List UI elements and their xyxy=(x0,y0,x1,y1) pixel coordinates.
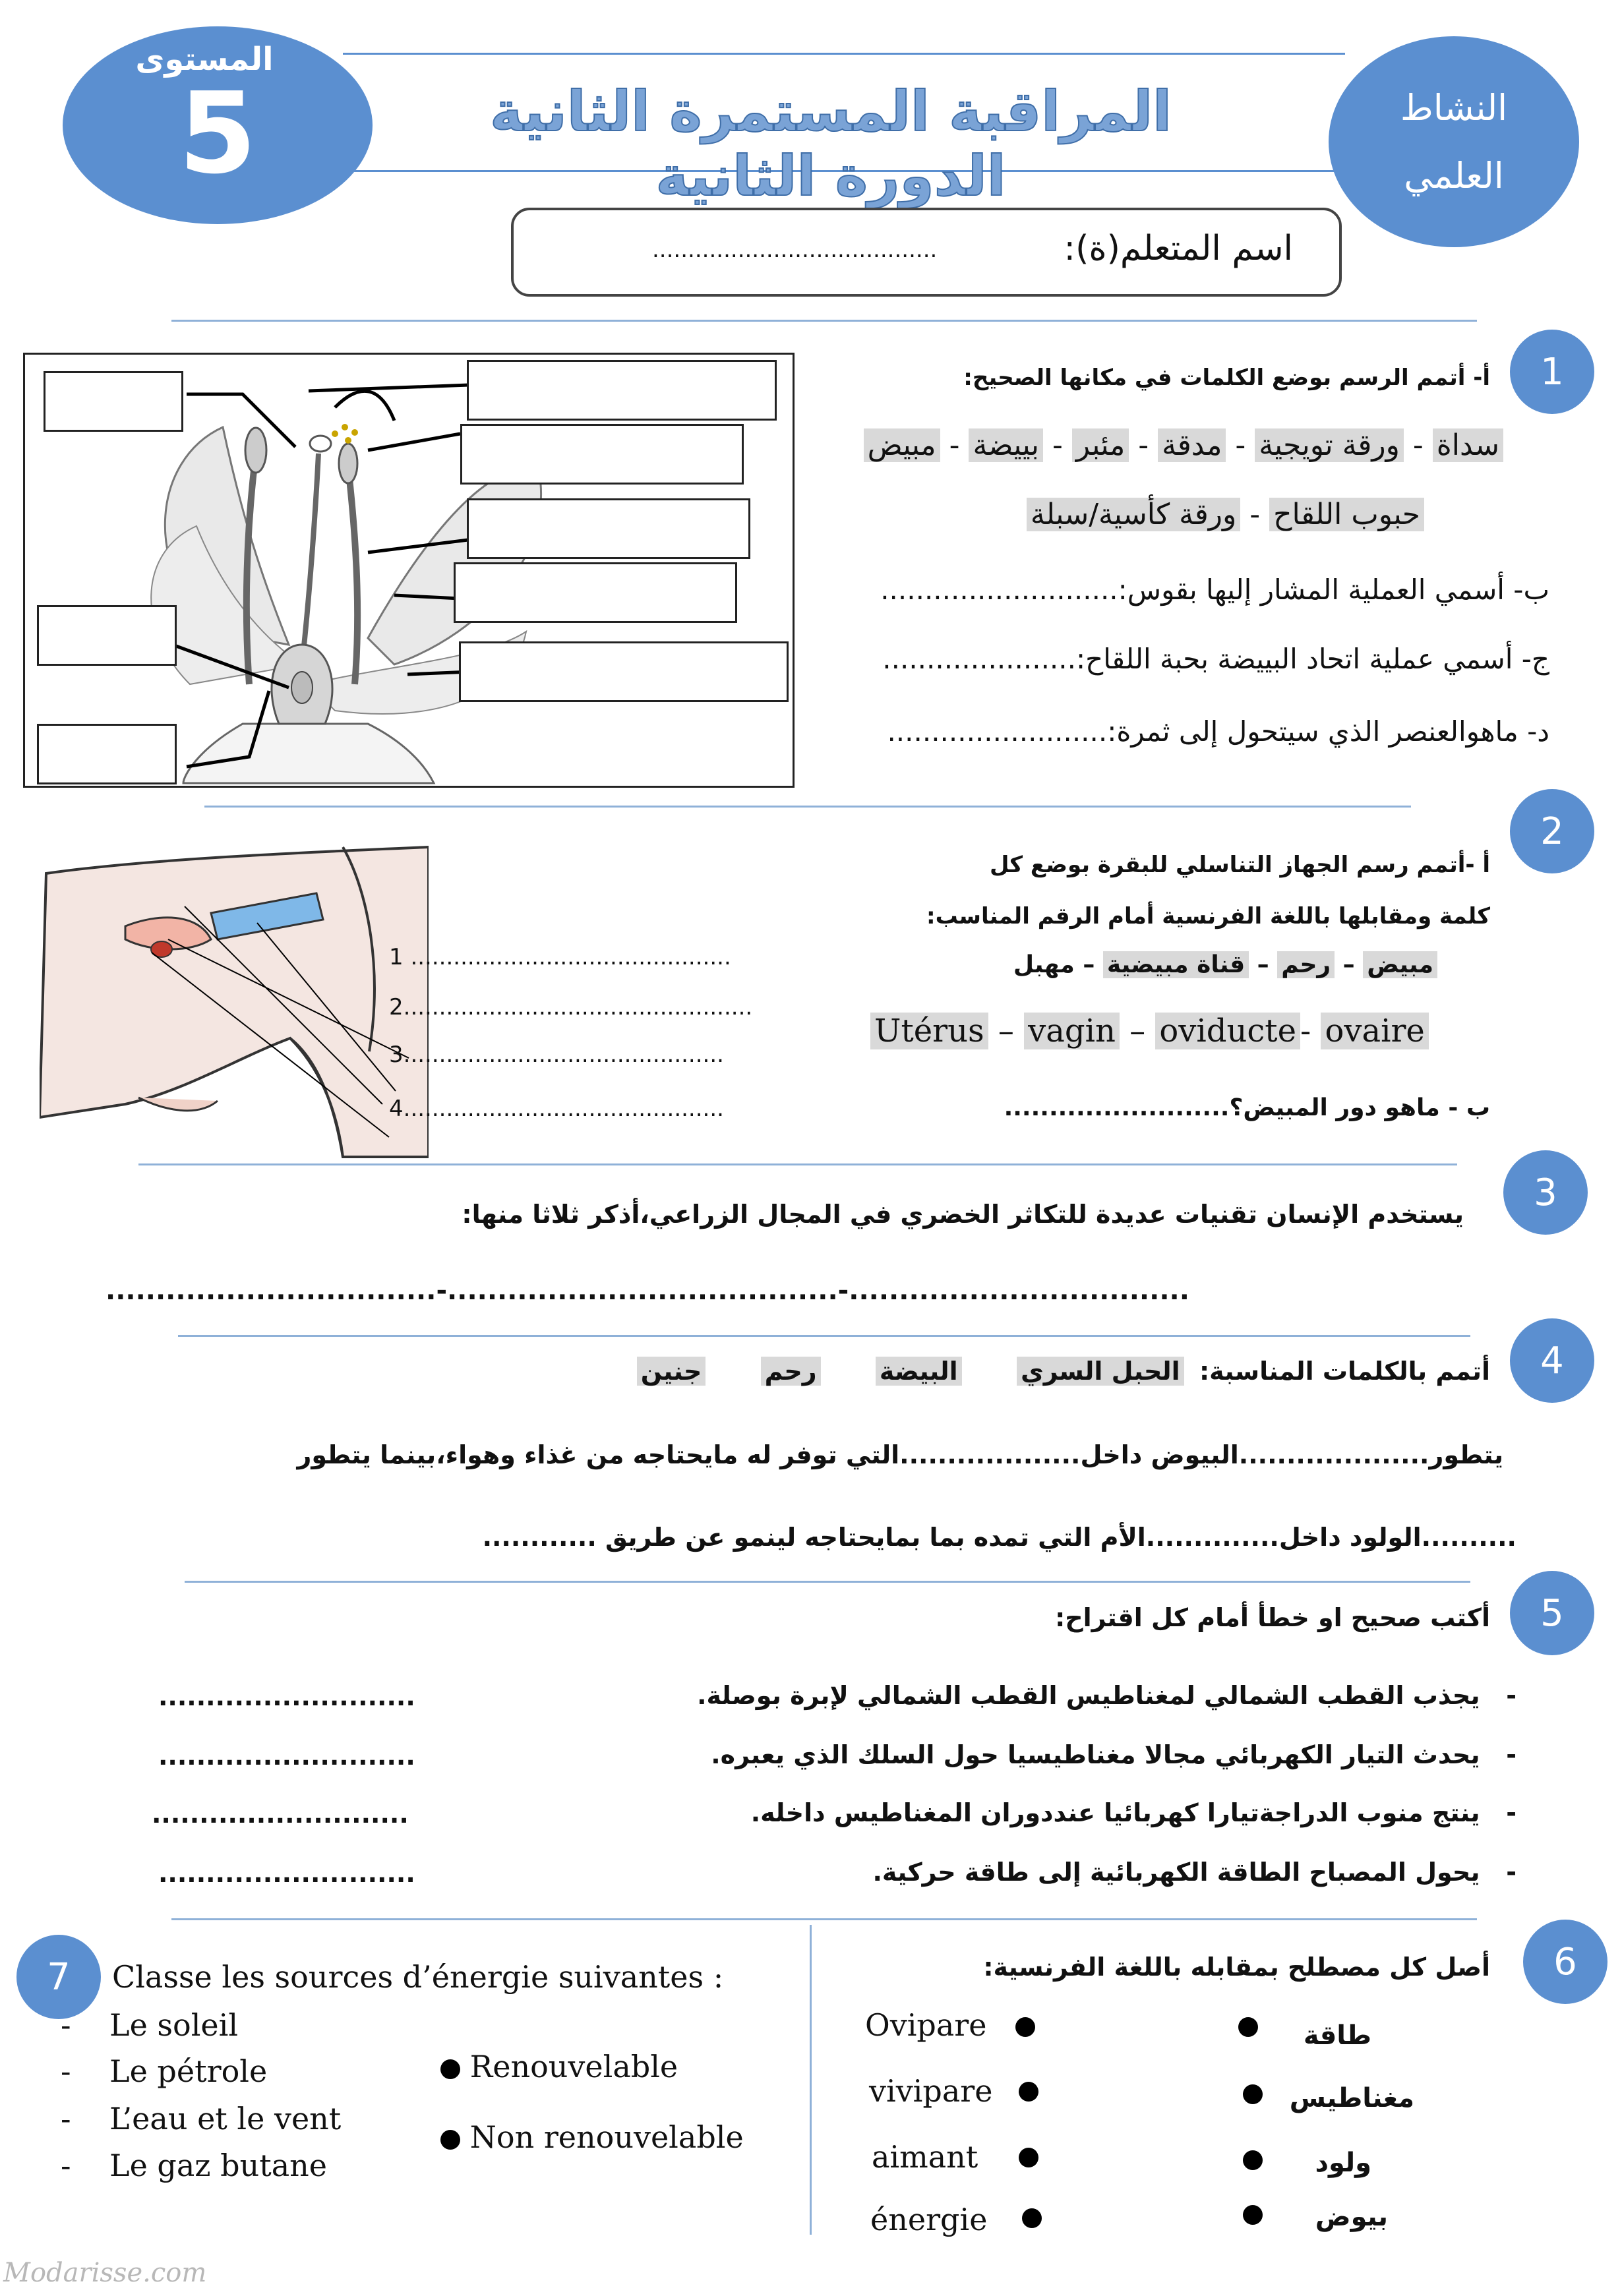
q7-dot-2[interactable] xyxy=(440,2130,460,2150)
q7-category-2 xyxy=(440,2119,744,2155)
q4-line-1: يتطور....................البيوض داخل...................التي توفر له مايحتاجه من غذاء وهواء،بينما يتطور xyxy=(297,1440,1503,1469)
q5-item-3: - ينتج منوب الدراجةتيارا كهربائيا عنددوران المغناطيس داخله. xyxy=(750,1798,1517,1827)
label-box-5[interactable] xyxy=(454,562,737,623)
q7-category-2-text: Non renouvelable xyxy=(469,2119,744,2155)
question-badge-5: 5 xyxy=(1510,1571,1594,1655)
q7-source-1: - Le soleil xyxy=(61,2007,239,2043)
q1-question-c: ج- أسمي عملية اتحاد البييضة بحبة اللقاح:...................... xyxy=(882,643,1549,675)
question-badge-7: 7 xyxy=(16,1935,101,2019)
q1-instruction-a: أ- أتمم الرسم بوضع الكلمات في مكانها الصحيح: xyxy=(963,365,1490,391)
q6-dot-ar-2[interactable] xyxy=(1243,2084,1263,2104)
question-badge-3: 3 xyxy=(1503,1150,1588,1235)
arrow-3 xyxy=(368,434,460,450)
stamen-filament-2 xyxy=(348,467,357,684)
word-petal: ورقة تويجية xyxy=(1255,428,1404,462)
q6-dot-fr-2[interactable] xyxy=(1019,2082,1038,2102)
word-oviduct-ar: قناة مبيضية xyxy=(1103,951,1249,978)
page-title: المراقبة المستمرة الثانية الدورة الثانية xyxy=(490,79,1172,208)
student-name-box[interactable] xyxy=(511,208,1342,297)
word-ovule: بييضة xyxy=(969,428,1043,462)
q1-question-d: د- ماهوالعنصر الذي سيتحول إلى ثمرة:......................... xyxy=(887,715,1549,748)
q5-answer-1[interactable]: ........................... xyxy=(158,1682,415,1711)
q2-instruction-line1: أ -أتمم رسم الجهاز التناسلي للبقرة بوضع كل xyxy=(989,852,1490,878)
anther xyxy=(245,428,266,473)
separator xyxy=(171,320,1477,322)
student-name-label: اسم المتعلم(ة): xyxy=(1064,229,1293,268)
cow-udder xyxy=(138,1098,218,1111)
subject-line2: العلمي xyxy=(1404,155,1504,196)
q6-dot-fr-1[interactable] xyxy=(1015,2017,1035,2037)
q6-dot-ar-4[interactable] xyxy=(1243,2205,1263,2225)
label-box-2[interactable] xyxy=(467,360,777,421)
q7-category-1-text: Renouvelable xyxy=(469,2049,678,2084)
q7-source-2: - Le pétrole xyxy=(61,2053,268,2089)
word-embryo: جنين xyxy=(637,1357,706,1386)
arc-arrow xyxy=(335,391,394,421)
header-top-line xyxy=(343,53,1345,55)
q4-prompt-row xyxy=(637,1357,1490,1386)
question-badge-6: 6 xyxy=(1523,1920,1607,2004)
label-box-3[interactable] xyxy=(460,424,744,485)
q1-words-row2: حبوب اللقاح - ورقة كأسية/سبلة xyxy=(1027,498,1424,531)
q5-item-4: - يحول المصباح الطاقة الكهربائية إلى طاقة حركية. xyxy=(872,1858,1517,1887)
separator xyxy=(204,806,1411,808)
q5-item-2-text: يحدث التيار الكهربائي مجالا مغناطيسيا حول السلك الذي يعبره. xyxy=(711,1740,1480,1769)
level-badge xyxy=(63,26,373,224)
label-box-1[interactable] xyxy=(44,371,183,432)
word-stamen: سداة xyxy=(1433,428,1503,462)
q5-item-2: - يحدث التيار الكهربائي مجالا مغناطيسيا حول السلك الذي يعبره. xyxy=(711,1740,1517,1769)
word-pistil: مدقة xyxy=(1158,428,1226,462)
q7-source-1-text: Le soleil xyxy=(109,2007,239,2043)
flower-figure xyxy=(23,353,795,788)
stigma xyxy=(310,436,331,452)
q2-line-4: 4............................................. xyxy=(389,1096,724,1122)
label-box-7[interactable] xyxy=(459,641,789,702)
q6-dot-fr-4[interactable] xyxy=(1022,2208,1042,2228)
q6-fr-2: vivipare xyxy=(869,2073,993,2109)
subject-line1: النشاط xyxy=(1400,87,1508,129)
q5-item-3-text: ينتج منوب الدراجةتيارا كهربائيا عنددوران المغناطيس داخله. xyxy=(750,1798,1480,1827)
q1-words-row1: سداة - ورقة تويجية - مدقة - مئبر - بييضة - مبيض xyxy=(864,428,1503,462)
word-uterus: رحم xyxy=(761,1357,821,1386)
q4-line-2: ..........الولود داخل..............الأم التي تمده بما بمايحتاجه لينمو عن طريق ............ xyxy=(482,1523,1517,1552)
level-number: 5 xyxy=(178,69,257,199)
word-oviducte-fr: oviducte xyxy=(1155,1013,1300,1049)
word-ovary-ar: مبيض xyxy=(1363,951,1437,978)
q7-source-4-text: Le gaz butane xyxy=(109,2148,327,2183)
word-anther: مئبر xyxy=(1072,428,1129,462)
q7-category-1 xyxy=(440,2049,678,2084)
question-badge-2: 2 xyxy=(1510,789,1594,873)
q6-ar-2: مغناطيس xyxy=(1289,2083,1414,2113)
word-vagin-fr: vagin xyxy=(1024,1013,1120,1049)
word-umbilical-cord: الحبل السري xyxy=(1017,1357,1184,1386)
q6-fr-4: énergie xyxy=(870,2202,988,2237)
style xyxy=(302,454,318,664)
cow-body xyxy=(40,847,429,1157)
q2-words-ar: مبيض – رحم – قناة مبيضية – مهبل xyxy=(1013,951,1437,978)
q2-question-b: ب - ماهو دور المبيض؟......................... xyxy=(1004,1094,1490,1121)
separator xyxy=(171,1918,1477,1920)
word-ovary: مبيض xyxy=(864,428,940,462)
word-ovaire-fr: ovaire xyxy=(1321,1013,1428,1049)
q6-dot-ar-3[interactable] xyxy=(1243,2150,1263,2170)
q2-line-1: 1 ............................................. xyxy=(389,944,731,970)
q5-answer-2[interactable]: ........................... xyxy=(158,1742,415,1771)
q2-line-3: 3............................................. xyxy=(389,1042,724,1068)
q5-answer-4[interactable]: ........................... xyxy=(158,1859,415,1888)
cow-figure xyxy=(40,840,429,1163)
q4-prompt: أتمم بالكلمات المناسبة: xyxy=(1199,1357,1490,1386)
q6-dot-fr-3[interactable] xyxy=(1019,2148,1038,2167)
q6-ar-4: بيوض xyxy=(1315,2202,1388,2232)
q2-instruction-line2: كلمة ومقابلها باللغة الفرنسية أمام الرقم المناسب: xyxy=(926,903,1490,929)
word-pollen: حبوب اللقاح xyxy=(1269,498,1424,531)
q7-source-2-text: Le pétrole xyxy=(109,2053,268,2089)
word-uterus-fr: Utérus xyxy=(870,1013,988,1049)
q6-fr-1: Ovipare xyxy=(865,2007,987,2043)
separator xyxy=(178,1335,1470,1337)
label-box-6[interactable] xyxy=(37,605,177,666)
vertical-divider xyxy=(810,1925,812,2235)
question-badge-4: 4 xyxy=(1510,1318,1594,1403)
q6-ar-3: ولود xyxy=(1315,2148,1371,2178)
q7-prompt: Classe les sources d’énergie suivantes : xyxy=(112,1959,724,1995)
watermark: Modarisse.com xyxy=(3,2258,207,2288)
q2-line-2: 2................................................. xyxy=(389,994,753,1020)
separator xyxy=(185,1581,1470,1583)
ovule xyxy=(291,672,313,703)
question-badge-1: 1 xyxy=(1510,330,1594,414)
label-box-4[interactable] xyxy=(467,498,750,559)
word-uterus-ar: رحم xyxy=(1277,951,1335,978)
student-name-dots: ........................................ xyxy=(652,237,938,263)
cow-reproductive-diagram xyxy=(40,840,429,1163)
q7-source-3: - L’eau et le vent xyxy=(61,2101,342,2136)
level-label: المستوى xyxy=(135,41,274,78)
word-egg: البيضة xyxy=(876,1357,962,1386)
q6-fr-3: aimant xyxy=(872,2139,978,2175)
arrow-2 xyxy=(309,384,487,391)
subject-badge xyxy=(1329,36,1579,247)
q7-source-4: - Le gaz butane xyxy=(61,2148,327,2183)
q7-source-3-text: L’eau et le vent xyxy=(109,2101,342,2136)
q3-answer-dots: .................................-.......................................-.................................. xyxy=(105,1276,1189,1306)
q5-answer-3[interactable]: ........................... xyxy=(152,1800,409,1829)
separator xyxy=(138,1163,1457,1165)
q6-ar-1: طاقة xyxy=(1303,2020,1371,2051)
q5-prompt: أكتب صحيح او خطأ أمام كل اقتراح: xyxy=(1055,1603,1490,1632)
word-sepal: ورقة كأسية/سبلة xyxy=(1027,498,1240,531)
q6-prompt: أصل كل مصطلح بمقابله باللغة الفرنسية: xyxy=(983,1953,1490,1982)
q2-words-fr: Utérus – vagin – oviducte - ovaire xyxy=(870,1013,1429,1049)
word-vagina-ar: مهبل xyxy=(1013,951,1075,978)
q5-item-4-text: يحول المصباح الطاقة الكهربائية إلى طاقة حركية. xyxy=(872,1858,1480,1887)
sepal xyxy=(183,724,434,783)
q7-dot-1[interactable] xyxy=(440,2059,460,2079)
q3-text: يستخدم الإنسان تقنيات عديدة للتكاثر الخضري في المجال الزراعي،أذكر ثلاثا منها: xyxy=(462,1200,1464,1229)
q1-question-b: ب- أسمي العملية المشار إليها بقوس:........................... xyxy=(880,574,1549,606)
q6-dot-ar-1[interactable] xyxy=(1238,2017,1258,2037)
q5-item-1: - يجذب القطب الشمالي لمغناطيس القطب الشمالي لإبرة بوصلة. xyxy=(697,1681,1517,1710)
label-box-8[interactable] xyxy=(37,724,177,784)
q5-item-1-text: يجذب القطب الشمالي لمغناطيس القطب الشمالي لإبرة بوصلة. xyxy=(697,1681,1480,1710)
anther-2 xyxy=(339,444,357,483)
